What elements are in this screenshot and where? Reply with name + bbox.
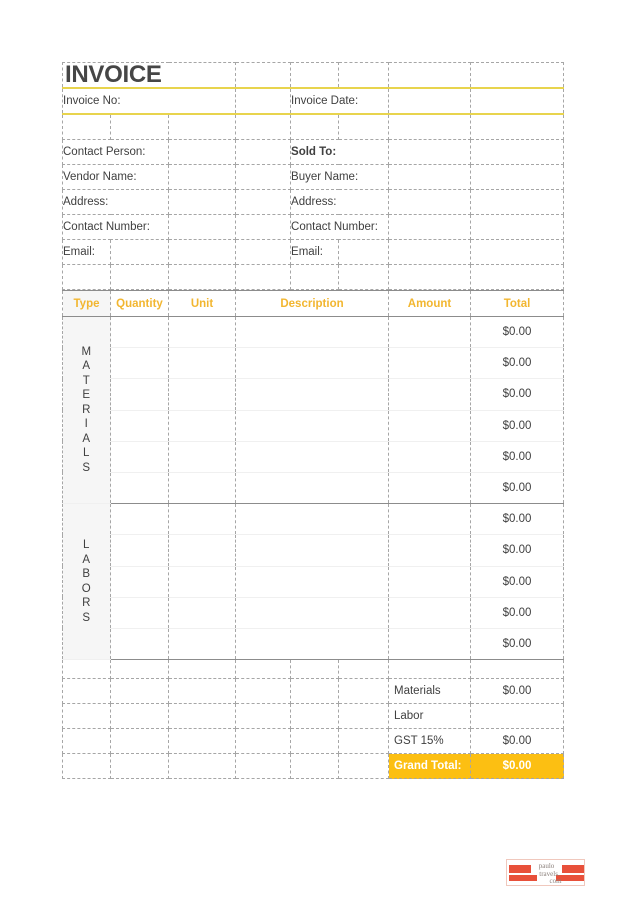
gap-cell: [169, 660, 236, 679]
column-header-description: Description: [236, 291, 389, 317]
cell-total: $0.00: [471, 348, 564, 379]
invoice-header-grid: [62, 62, 564, 290]
cell-unit[interactable]: [169, 628, 236, 659]
vendor-address-row: [63, 190, 564, 215]
cell-description[interactable]: [236, 317, 389, 348]
cell-amount[interactable]: [389, 628, 471, 659]
buyer-contact-pad: [471, 215, 564, 240]
line-items-table: [62, 290, 564, 779]
cell-unit[interactable]: [169, 410, 236, 441]
line-item-row[interactable]: [63, 441, 564, 472]
vendor-email-label: Email:: [63, 240, 111, 265]
cell-unit[interactable]: [169, 566, 236, 597]
cell-amount[interactable]: [389, 317, 471, 348]
section-label-letter: O: [81, 582, 92, 595]
invoice-no-field[interactable]: [236, 88, 291, 114]
spacer-cell: [111, 114, 169, 140]
cell-quantity[interactable]: [111, 504, 169, 535]
cell-amount[interactable]: [389, 410, 471, 441]
spacer-cell: [63, 114, 111, 140]
gap-cell: [63, 660, 111, 679]
contact-person-row: [63, 140, 564, 165]
title-row: [63, 63, 564, 89]
cell-amount[interactable]: [389, 566, 471, 597]
summary-pad: [169, 754, 236, 779]
cell-description[interactable]: [236, 410, 389, 441]
summary-pad: [63, 704, 111, 729]
vendor-contact-row: [63, 215, 564, 240]
contact-person-field[interactable]: [169, 140, 236, 165]
summary-pad: [339, 704, 389, 729]
contact-person-label: Contact Person:: [63, 140, 169, 165]
vendor-email-field-2[interactable]: [169, 240, 236, 265]
summary-label-labor: Labor: [389, 704, 471, 729]
invoice-date-field[interactable]: [389, 88, 471, 114]
cell-unit[interactable]: [169, 317, 236, 348]
line-item-row[interactable]: [63, 317, 564, 348]
buyer-name-label: Buyer Name:: [291, 165, 389, 190]
cell-quantity[interactable]: [111, 628, 169, 659]
vendor-contact-label: Contact Number:: [63, 215, 169, 240]
cell-amount[interactable]: [389, 597, 471, 628]
buyer-contact-label: Contact Number:: [291, 215, 389, 240]
line-item-row[interactable]: [63, 379, 564, 410]
line-item-row[interactable]: [63, 597, 564, 628]
summary-pad: [169, 729, 236, 754]
cell-quantity[interactable]: [111, 379, 169, 410]
section-label-letter: B: [82, 568, 91, 581]
vendor-email-pad: [236, 240, 291, 265]
summary-label-gst-15: GST 15%: [389, 729, 471, 754]
cell-amount[interactable]: [389, 472, 471, 503]
cell-unit[interactable]: [169, 504, 236, 535]
section-label-letter: S: [82, 461, 91, 474]
vendor-contact-pad: [236, 215, 291, 240]
logo-line-3: com: [549, 877, 562, 885]
buyer-address-pad: [471, 190, 564, 215]
section-label-letter: S: [82, 611, 91, 624]
spacer-cell: [236, 114, 291, 140]
section-label-letter: A: [82, 432, 91, 445]
section-label-letter: M: [81, 345, 92, 358]
summary-pad: [111, 754, 169, 779]
cell-unit[interactable]: [169, 348, 236, 379]
summary-row-grand-total: [63, 754, 564, 779]
summary-row-labor: [63, 704, 564, 729]
line-item-row[interactable]: [63, 472, 564, 503]
section-label-letter: A: [82, 553, 91, 566]
vendor-address-field[interactable]: [169, 190, 236, 215]
section-label-letter: R: [82, 403, 91, 416]
column-header-total: Total: [471, 291, 564, 317]
section-label-labors: [63, 504, 111, 660]
items-summary-gap-row: [63, 660, 564, 679]
page-title: INVOICE: [65, 61, 162, 88]
summary-row-gst-15: [63, 729, 564, 754]
line-item-row[interactable]: [63, 628, 564, 659]
cell-unit[interactable]: [169, 441, 236, 472]
section-label-letter: L: [83, 447, 90, 460]
cell-description[interactable]: [236, 597, 389, 628]
summary-pad: [291, 729, 339, 754]
cell-unit[interactable]: [169, 379, 236, 410]
summary-value-labor: [471, 704, 564, 729]
cell-quantity[interactable]: [111, 597, 169, 628]
vendor-name-label: Vendor Name:: [63, 165, 169, 190]
section-label-letter: T: [82, 374, 91, 387]
gap-cell: [339, 660, 389, 679]
spacer-cell: [339, 114, 389, 140]
title-pad-5: [471, 63, 564, 89]
buyer-email-label: Email:: [291, 240, 339, 265]
line-item-row[interactable]: [63, 348, 564, 379]
vendor-name-field[interactable]: [169, 165, 236, 190]
gap-cell: [236, 660, 291, 679]
section-label-letter: A: [82, 360, 91, 373]
vendor-name-pad: [236, 165, 291, 190]
title-pad-1: [236, 63, 291, 89]
cell-quantity[interactable]: [111, 566, 169, 597]
summary-value-gst-15: $0.00: [471, 729, 564, 754]
cell-description[interactable]: [236, 628, 389, 659]
vendor-address-pad: [236, 190, 291, 215]
sold-to-heading: Sold To:: [291, 140, 389, 165]
cell-total: $0.00: [471, 472, 564, 503]
cell-quantity[interactable]: [111, 472, 169, 503]
vendor-address-label: Address:: [63, 190, 169, 215]
title-pad-2: [291, 63, 339, 89]
section-label-letter: R: [82, 597, 91, 610]
cell-description[interactable]: [236, 441, 389, 472]
spacer-cell: [389, 265, 471, 290]
cell-total: $0.00: [471, 504, 564, 535]
spacer-cell: [291, 265, 339, 290]
vendor-contact-field[interactable]: [169, 215, 236, 240]
spacer-cell: [169, 265, 236, 290]
cell-quantity[interactable]: [111, 348, 169, 379]
gap-cell: [111, 660, 169, 679]
cell-description[interactable]: [236, 504, 389, 535]
gap-cell: [291, 660, 339, 679]
summary-pad: [236, 679, 291, 704]
summary-pad: [291, 704, 339, 729]
logo-text: [507, 863, 586, 886]
line-item-row[interactable]: [63, 504, 564, 535]
spacer-cell: [291, 114, 339, 140]
buyer-email-pad: [471, 240, 564, 265]
cell-total: $0.00: [471, 379, 564, 410]
summary-pad: [339, 729, 389, 754]
cell-quantity[interactable]: [111, 317, 169, 348]
sold-to-pad: [471, 140, 564, 165]
cell-total: $0.00: [471, 317, 564, 348]
line-item-row[interactable]: [63, 410, 564, 441]
spacer-cell: [236, 265, 291, 290]
invoice-date-label: Invoice Date:: [291, 88, 389, 114]
cell-description[interactable]: [236, 379, 389, 410]
line-items-header-row: [63, 291, 564, 317]
summary-value-grand-total: $0.00: [471, 754, 564, 779]
invoice-no-label: Invoice No:: [63, 88, 236, 114]
summary-pad: [63, 754, 111, 779]
cell-description[interactable]: [236, 472, 389, 503]
section-label-letter: L: [83, 539, 90, 552]
cell-amount[interactable]: [389, 379, 471, 410]
vendor-name-row: [63, 165, 564, 190]
cell-total: $0.00: [471, 597, 564, 628]
cell-quantity[interactable]: [111, 535, 169, 566]
summary-pad: [63, 729, 111, 754]
section-label-materials: [63, 317, 111, 504]
summary-value-materials: $0.00: [471, 679, 564, 704]
buyer-address-label: Address:: [291, 190, 389, 215]
logo-line-2: travels.: [539, 869, 560, 878]
cell-quantity[interactable]: [111, 410, 169, 441]
paulo-travels-logo: [506, 859, 585, 886]
title-pad-3: [339, 63, 389, 89]
buyer-name-pad: [471, 165, 564, 190]
spacer-cell: [111, 265, 169, 290]
buyer-name-field[interactable]: [389, 165, 471, 190]
gap-cell: [389, 660, 471, 679]
cell-total: $0.00: [471, 441, 564, 472]
cell-amount[interactable]: [389, 441, 471, 472]
cell-description[interactable]: [236, 566, 389, 597]
spacer-cell: [471, 114, 564, 140]
cell-total: $0.00: [471, 628, 564, 659]
summary-pad: [339, 679, 389, 704]
spacer-cell: [169, 114, 236, 140]
line-item-row[interactable]: [63, 566, 564, 597]
spacer-cell: [339, 265, 389, 290]
summary-pad: [169, 704, 236, 729]
summary-pad: [291, 754, 339, 779]
section-label-letter: I: [84, 418, 89, 431]
buyer-email-field[interactable]: [339, 240, 389, 265]
logo-line-1: paulo: [538, 862, 555, 870]
summary-pad: [291, 679, 339, 704]
summary-pad: [236, 704, 291, 729]
summary-pad: [111, 704, 169, 729]
section-label-letter: E: [82, 389, 91, 402]
summary-pad: [169, 679, 236, 704]
spacer-row-2: [63, 265, 564, 290]
summary-pad: [63, 679, 111, 704]
column-header-quantity: Quantity: [111, 291, 169, 317]
column-header-type: Type: [63, 291, 111, 317]
buyer-address-field[interactable]: [389, 190, 471, 215]
column-header-unit: Unit: [169, 291, 236, 317]
cell-description[interactable]: [236, 535, 389, 566]
cell-quantity[interactable]: [111, 441, 169, 472]
spacer-cell: [63, 265, 111, 290]
gap-cell: [471, 660, 564, 679]
line-item-row[interactable]: [63, 535, 564, 566]
column-header-amount: Amount: [389, 291, 471, 317]
cell-description[interactable]: [236, 348, 389, 379]
invoice-meta-row: [63, 88, 564, 114]
cell-amount[interactable]: [389, 535, 471, 566]
vendor-email-row: [63, 240, 564, 265]
summary-row-materials: [63, 679, 564, 704]
summary-pad: [236, 754, 291, 779]
cell-total: $0.00: [471, 535, 564, 566]
cell-total: $0.00: [471, 410, 564, 441]
spacer-cell: [389, 114, 471, 140]
cell-unit[interactable]: [169, 597, 236, 628]
contact-person-pad: [236, 140, 291, 165]
spacer-cell: [471, 265, 564, 290]
page-title-cell: [63, 63, 236, 89]
spacer-row-1: [63, 114, 564, 140]
cell-unit[interactable]: [169, 472, 236, 503]
summary-label-materials: Materials: [389, 679, 471, 704]
vendor-email-field[interactable]: [111, 240, 169, 265]
summary-pad: [111, 729, 169, 754]
cell-amount[interactable]: [389, 348, 471, 379]
buyer-contact-field[interactable]: [389, 215, 471, 240]
summary-label-grand-total: Grand Total:: [389, 754, 471, 779]
invoice-meta-pad: [471, 88, 564, 114]
title-pad-4: [389, 63, 471, 89]
buyer-email-field-2[interactable]: [389, 240, 471, 265]
cell-amount[interactable]: [389, 504, 471, 535]
summary-pad: [111, 679, 169, 704]
cell-unit[interactable]: [169, 535, 236, 566]
summary-pad: [236, 729, 291, 754]
invoice-sheet: [62, 62, 563, 779]
summary-pad: [339, 754, 389, 779]
cell-total: $0.00: [471, 566, 564, 597]
sold-to-field[interactable]: [389, 140, 471, 165]
